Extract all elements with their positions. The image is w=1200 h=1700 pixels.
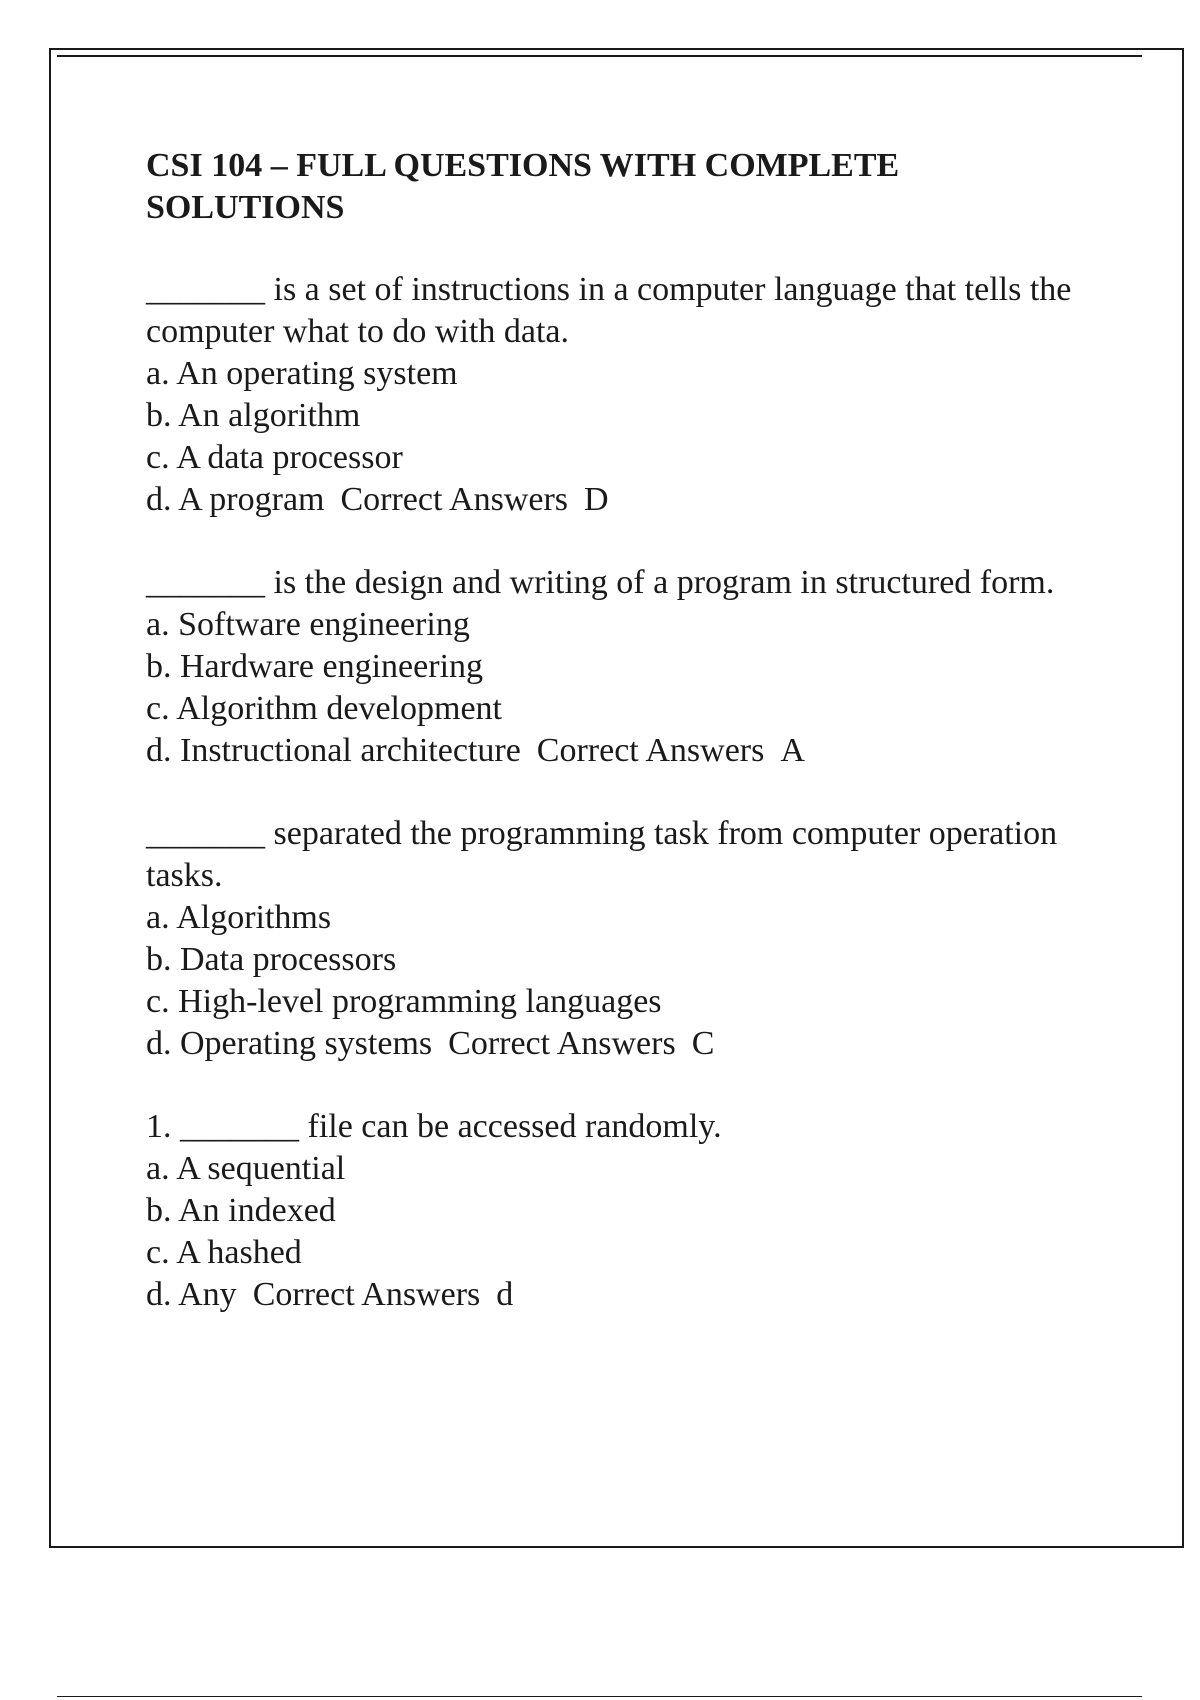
document-body bbox=[146, 145, 1106, 1357]
option-d: d. A program bbox=[146, 481, 325, 518]
answer-value: A bbox=[780, 732, 805, 769]
question-block bbox=[146, 269, 1106, 521]
answer-label: Correct Answers bbox=[448, 1025, 676, 1062]
option-b: b. Data processors bbox=[146, 941, 397, 978]
option-d: d. Operating systems bbox=[146, 1025, 433, 1062]
option-d-with-answer bbox=[146, 1274, 1106, 1316]
answer-label: Correct Answers bbox=[536, 732, 765, 769]
question-block bbox=[146, 1106, 1106, 1316]
option-c: c. Algorithm development bbox=[146, 690, 502, 727]
option-d-with-answer bbox=[146, 479, 1106, 521]
option-c: c. A hashed bbox=[146, 1234, 302, 1271]
question-stem: _______ separated the programming task from computer operation tasks. bbox=[146, 815, 1058, 894]
option-a: a. Software engineering bbox=[146, 606, 470, 643]
option-b: b. An indexed bbox=[146, 1192, 336, 1229]
document-title: CSI 104 – FULL QUESTIONS WITH COMPLETE SOLUTIONS bbox=[146, 147, 900, 226]
option-b: b. Hardware engineering bbox=[146, 648, 484, 685]
option-d-with-answer bbox=[146, 1023, 1106, 1065]
question-block bbox=[146, 813, 1106, 1065]
answer-value: D bbox=[584, 481, 609, 518]
answer-value: C bbox=[691, 1025, 715, 1062]
option-b: b. An algorithm bbox=[146, 397, 361, 434]
option-d: d. Instructional architecture bbox=[146, 732, 521, 769]
option-d: d. Any bbox=[146, 1276, 237, 1313]
option-a: a. Algorithms bbox=[146, 899, 332, 936]
question-block bbox=[146, 562, 1106, 772]
answer-value: d bbox=[496, 1276, 514, 1313]
question-stem: 1. _______ file can be accessed randomly. bbox=[146, 1108, 722, 1145]
option-c: c. A data processor bbox=[146, 439, 403, 476]
question-stem: _______ is a set of instructions in a computer language that tells the computer what to do with data. bbox=[146, 271, 1072, 350]
option-a: a. An operating system bbox=[146, 355, 458, 392]
answer-label: Correct Answers bbox=[340, 481, 569, 518]
option-d-with-answer bbox=[146, 730, 1106, 772]
option-a: a. A sequential bbox=[146, 1150, 346, 1187]
answer-label: Correct Answers bbox=[252, 1276, 481, 1313]
question-stem: _______ is the design and writing of a program in structured form. bbox=[146, 564, 1055, 601]
top-rule bbox=[57, 55, 1142, 57]
option-c: c. High-level programming languages bbox=[146, 983, 662, 1020]
bottom-rule bbox=[57, 1696, 1142, 1697]
